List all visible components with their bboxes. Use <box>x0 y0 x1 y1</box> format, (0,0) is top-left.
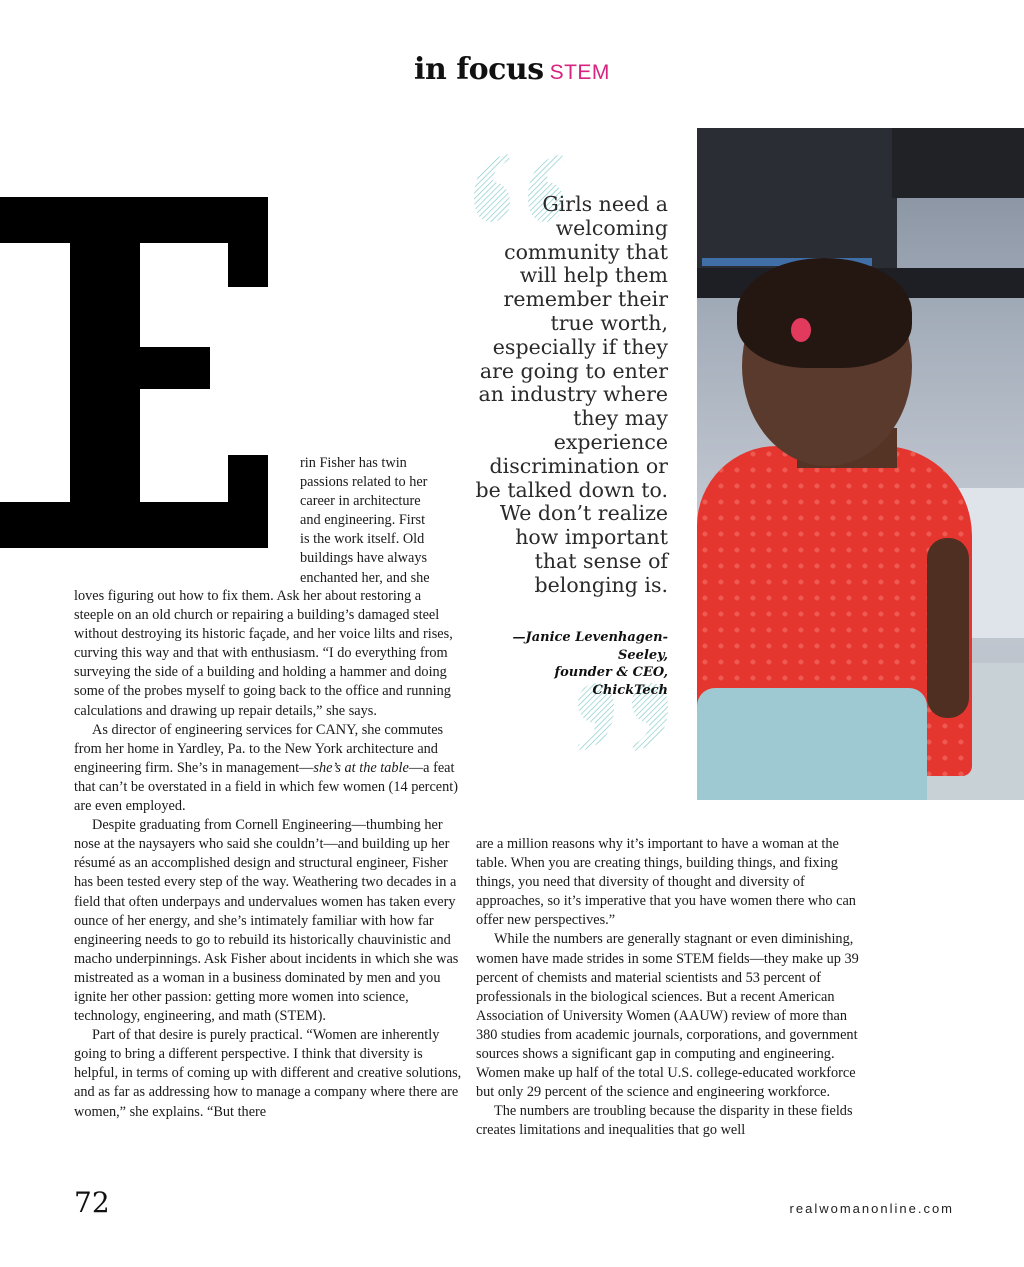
paragraph: Despite graduating from Cornell Engineering—thumbing her nose at the naysayers who said she couldn’t—and building up her résumé as an accomplished design and structural engineer, Fisher has been tested every step of the way. Weathering two decades in a field that often underpays and undervalues women has taken every ounce of her energy, and she’s intimately familiar with how far engineering needs to go to rebuild its historically chauvinistic and macho underpinnings. Ask Fisher about incidents in which she was mistreated as a woman in a business dominated by men and you ignite her other passion: getting more women into science, technology, engineering, and math (STEM). <box>74 817 459 1025</box>
pull-quote-attribution <box>480 629 668 699</box>
page-number: 72 <box>74 1186 110 1219</box>
article-column-1 <box>74 587 462 1122</box>
paragraph: As director of engineering services for CANY, she commutes from her home in Yardley, Pa. to the New York architecture and engineering firm. She’s in management—she’s at the table—a feat that can’t be overstated in a field in which few women (14 percent) are even employed. <box>74 721 459 815</box>
lead-line: buildings have always <box>300 550 428 567</box>
attribution-line: —Janice Levenhagen- <box>512 630 668 645</box>
paragraph: The numbers are troubling because the disparity in these fields creates limitations and inequalities that go well <box>476 1103 853 1139</box>
attribution-line: ChickTech <box>592 682 668 698</box>
lead-line: passions related to her <box>300 474 428 491</box>
lead-line: rin Fisher has twin <box>300 455 407 471</box>
section-label: STEM <box>549 61 610 84</box>
attribution-line: Seeley, <box>618 647 668 663</box>
lead-line: career in architecture <box>300 493 421 510</box>
lead-line: enchanted her, and she <box>300 569 430 586</box>
paragraph: loves figuring out how to fix them. Ask her about restoring a steeple on an old church or repairing a building’s damaged steel without destroying its historic façade, and her voice lilts and rises, curving this way and that with enthusiasm. “I do everything from surveying the side of a building and holding a hammer and doing some of the probes myself to going back to the office and running calculations and drawing up repair details,” she says. <box>74 588 453 719</box>
drop-cap-e <box>0 197 270 548</box>
pull-quote: Girls need a welcoming community that will help them remember their true worth, especially if they are going to enter an industry where they may experience discrimination or be talked down to. We don’t realize how important that sense of belonging is. <box>475 192 668 597</box>
site-url: realwomanonline.com <box>789 1201 954 1216</box>
paragraph: While the numbers are generally stagnant or even diminishing, women have made strides in some STEM fields—they make up 39 percent of chemists and material scientists and 53 percent of professionals in the biological sciences. But a recent American Association of University Women (AAUW) review of more than 380 studies from academic journals, corporations, and government sources shows a significant gap in computing and engineering. Women make up half of the total U.S. college-educated workforce but only 29 percent of the science and engineering workforce. <box>476 931 859 1101</box>
attribution-line: founder & CEO, <box>554 665 668 680</box>
photo-girl-at-computer <box>697 128 1024 800</box>
lead-line: and engineering. First <box>300 512 426 529</box>
article-column-2 <box>476 835 866 1141</box>
paragraph: are a million reasons why it’s important to have a woman at the table. When you are creating things, building things, and fixing things, you need that diversity of thought and diversity of approaches, so it’s imperative that you have women there who can offer new perspectives.” <box>476 836 856 929</box>
paragraph: Part of that desire is purely practical. “Women are inherently going to bring a different perspective. I think that diversity is helpful, in terms of coming up with different and creative solutions, and as far as addressing how to manage a company where there are women,” she explains. “But there <box>74 1027 462 1120</box>
section-kicker: in focus <box>414 52 544 87</box>
page-header <box>0 52 1024 87</box>
lead-line: is the work itself. Old <box>300 531 425 548</box>
article-lead <box>300 454 460 588</box>
emphasis: she’s at the table <box>313 759 409 776</box>
